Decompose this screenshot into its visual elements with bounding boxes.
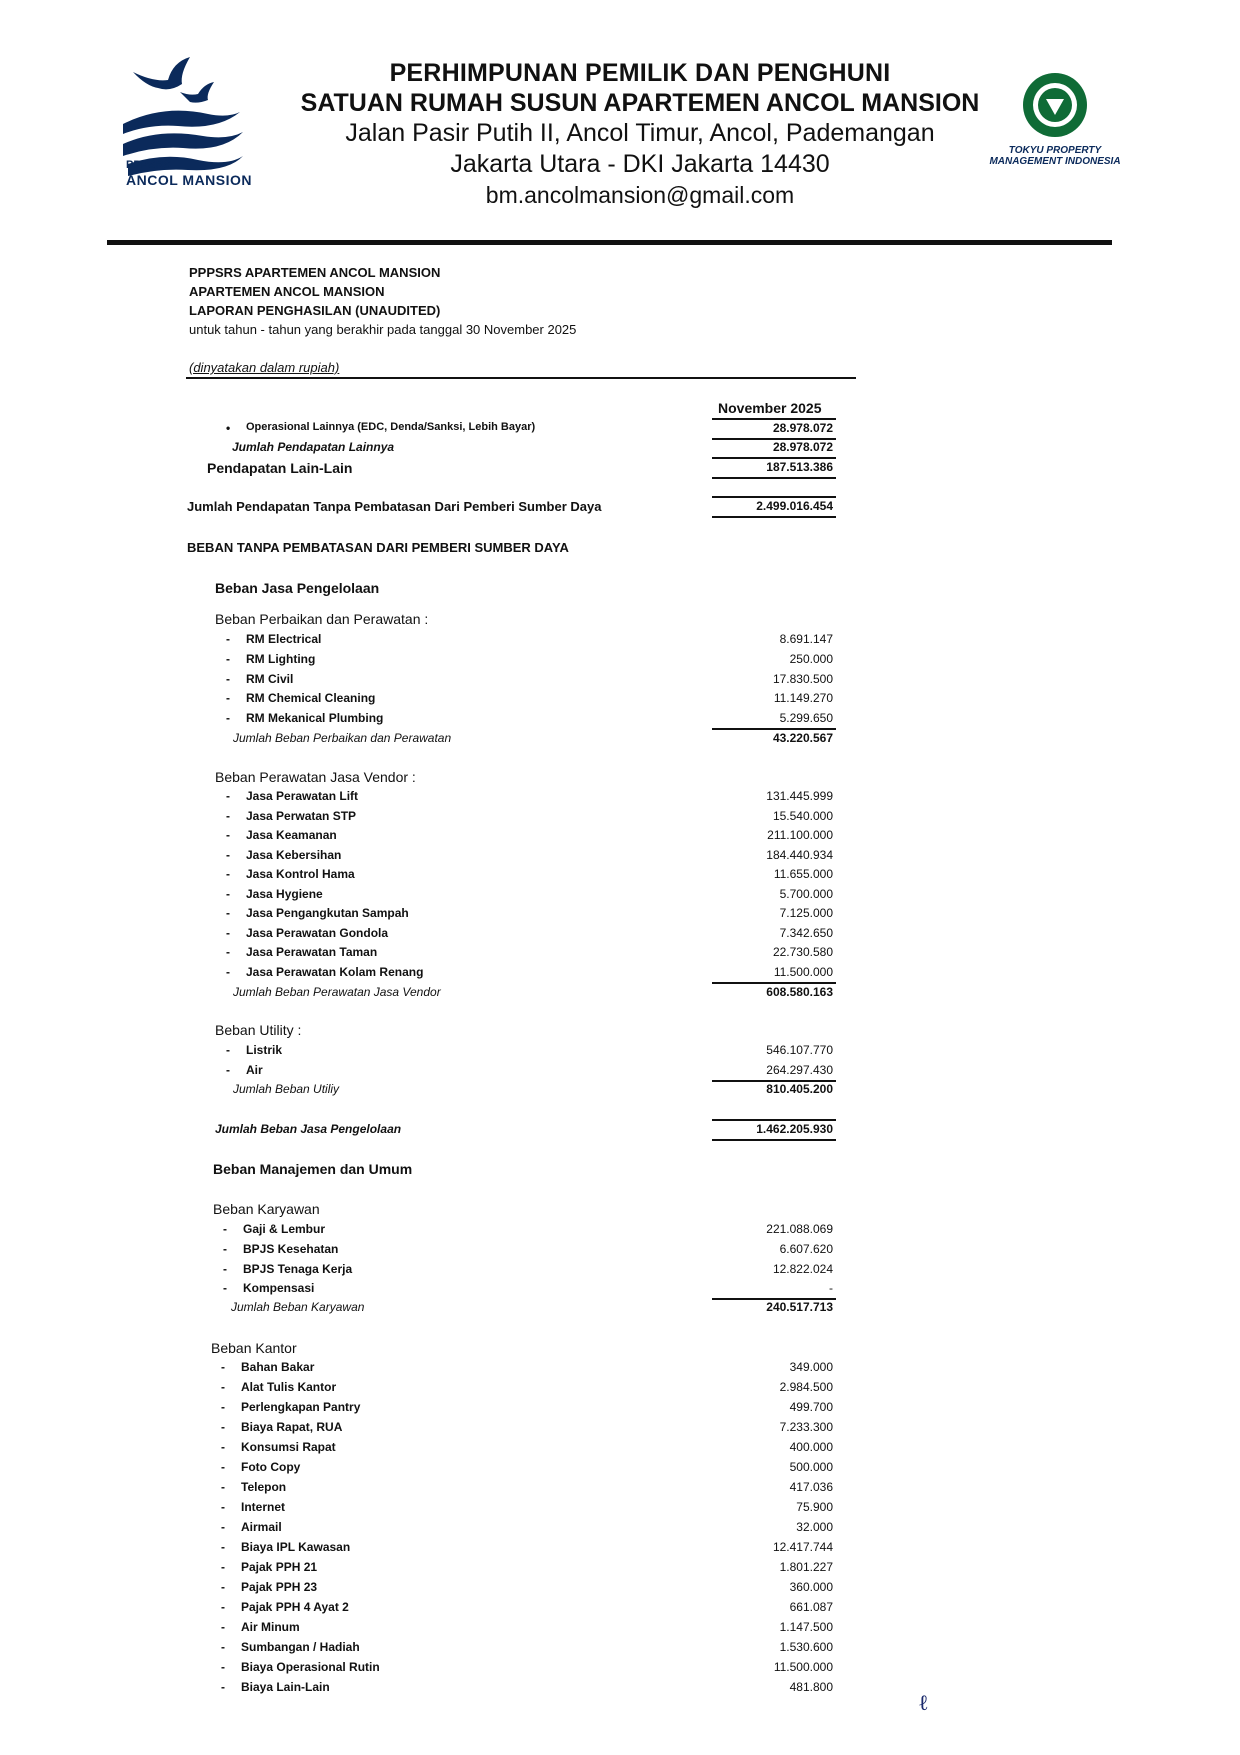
row-label: Jumlah Beban Jasa Pengelolaan (215, 1122, 402, 1136)
row-label: Telepon (241, 1480, 287, 1494)
statement-row (0, 1640, 1240, 1658)
value-underline (712, 728, 836, 730)
row-label: Alat Tulis Kantor (241, 1380, 337, 1394)
statement-row (0, 1043, 1240, 1061)
row-label: RM Civil (246, 672, 294, 686)
row-value: 43.220.567 (772, 731, 833, 745)
unit-underline (186, 377, 856, 379)
statement-row (0, 1520, 1240, 1538)
row-label: Operasional Lainnya (EDC, Denda/Sanksi, Lebih Bayar) (246, 421, 536, 433)
row-value: 7.233.300 (779, 1420, 833, 1434)
row-label: Jumlah Pendapatan Lainnya (232, 440, 395, 454)
value-underline (712, 457, 836, 459)
statement-row (0, 985, 1240, 1003)
row-value: 15.540.000 (772, 809, 833, 823)
row-label: RM Mekanical Plumbing (246, 711, 384, 725)
row-value: 11.500.000 (773, 965, 833, 979)
report-period: untuk tahun - tahun yang berakhir pada tanggal 30 November 2025 (189, 322, 577, 337)
statement-row (0, 1680, 1240, 1698)
letterhead-address1: Jalan Pasir Putih II, Ancol Timur, Ancol, Pademangan (345, 119, 935, 147)
row-label: Jumlah Beban Karyawan (231, 1300, 365, 1314)
row-label: Jasa Perawatan Lift (246, 789, 359, 803)
tokyu-emblem-icon (1020, 70, 1090, 140)
bullet-marker: - (226, 965, 230, 979)
statement-row (0, 1500, 1240, 1518)
value-overline (712, 1119, 836, 1121)
row-value: 1.462.205.930 (756, 1122, 833, 1136)
statement-row (0, 926, 1240, 944)
bullet-marker: - (221, 1660, 225, 1674)
bullet-marker: - (221, 1680, 225, 1694)
row-value: 499.700 (789, 1400, 833, 1414)
statement-row (0, 1360, 1240, 1378)
statement-row (0, 1063, 1240, 1081)
row-label: RM Chemical Cleaning (246, 691, 376, 705)
row-label: Biaya IPL Kawasan (241, 1540, 351, 1554)
bullet-marker: - (226, 711, 230, 725)
tokyu-text1: TOKYU PROPERTY (1008, 145, 1102, 156)
row-value: 481.800 (789, 1680, 833, 1694)
statement-row (0, 887, 1240, 905)
row-value: 17.830.500 (772, 672, 833, 686)
row-label: Konsumsi Rapat (241, 1440, 336, 1454)
statement-row (0, 1201, 1240, 1219)
value-underline (712, 516, 836, 518)
statement-row (0, 540, 1240, 558)
row-value: 661.087 (789, 1600, 833, 1614)
statement-row (0, 499, 1240, 517)
statement-row (0, 1420, 1240, 1438)
row-label: Beban Perbaikan dan Perawatan : (215, 611, 429, 627)
row-value: 5.299.650 (779, 711, 833, 725)
row-label: Jasa Hygiene (246, 887, 323, 901)
column-header: November 2025 (718, 400, 822, 416)
bullet-marker: - (221, 1380, 225, 1394)
row-value: 1.801.227 (779, 1560, 833, 1574)
report-org: PPPSRS APARTEMEN ANCOL MANSION (189, 265, 441, 280)
row-value: 22.730.580 (772, 945, 833, 959)
statement-row (0, 421, 1240, 439)
row-label: Air Minum (241, 1620, 300, 1634)
row-value: 7.342.650 (779, 926, 833, 940)
bullet-marker: - (226, 789, 230, 803)
letterhead-email: bm.ancolmansion@gmail.com (485, 182, 795, 208)
statement-row (0, 1440, 1240, 1458)
statement-row (0, 848, 1240, 866)
letterhead-line1: PERHIMPUNAN PEMILIK DAN PENGHUNI (389, 59, 891, 87)
statement-row (0, 632, 1240, 650)
row-label: Pajak PPH 21 (241, 1560, 318, 1574)
row-label: Pajak PPH 23 (241, 1580, 318, 1594)
row-label: Gaji & Lembur (243, 1222, 326, 1236)
bullet-marker: - (221, 1420, 225, 1434)
statement-row (0, 1262, 1240, 1280)
bullet-marker: - (221, 1560, 225, 1574)
row-label: Jasa Perawatan Kolam Renang (246, 965, 424, 979)
bullet-marker: - (226, 1063, 230, 1077)
bullet-marker: - (221, 1440, 225, 1454)
row-value: 2.499.016.454 (756, 499, 833, 513)
bullet-marker: - (223, 1281, 227, 1295)
value-underline (712, 1139, 836, 1141)
row-value: 187.513.386 (766, 460, 833, 474)
tokyu-text2: MANAGEMENT INDONESIA (989, 156, 1121, 167)
row-value: 211.100.000 (767, 828, 833, 842)
bullet-marker: - (221, 1360, 225, 1374)
row-label: BPJS Kesehatan (243, 1242, 339, 1256)
row-label: Bahan Bakar (241, 1360, 315, 1374)
row-value: 360.000 (789, 1580, 833, 1594)
row-label: Listrik (246, 1043, 283, 1057)
statement-row (0, 1560, 1240, 1578)
row-value: 11.655.000 (773, 867, 833, 881)
row-label: BPJS Tenaga Kerja (243, 1262, 353, 1276)
ancol-mansion-logo (118, 52, 258, 202)
bullet-marker: - (221, 1620, 225, 1634)
bullet-marker: - (226, 848, 230, 862)
statement-row (0, 711, 1240, 729)
row-label: Beban Jasa Pengelolaan (215, 580, 380, 596)
row-value: 5.700.000 (779, 887, 833, 901)
statement-row (0, 1022, 1240, 1040)
row-value: 250.000 (789, 652, 833, 666)
row-label: BEBAN TANPA PEMBATASAN DARI PEMBERI SUMBER DAYA (187, 540, 569, 555)
statement-row (0, 611, 1240, 629)
bullet-marker: • (226, 421, 231, 435)
statement-row (0, 1660, 1240, 1678)
bullet-marker: - (221, 1600, 225, 1614)
statement-row (0, 1380, 1240, 1398)
statement-row (0, 1620, 1240, 1638)
statement-row (0, 731, 1240, 749)
row-label: Biaya Operasional Rutin (241, 1660, 380, 1674)
row-value: 12.417.744 (772, 1540, 833, 1554)
letterhead (270, 58, 1010, 211)
row-value: 810.405.200 (766, 1082, 833, 1096)
row-value: 28.978.072 (772, 440, 833, 454)
row-label: Jumlah Beban Perawatan Jasa Vendor (233, 985, 441, 999)
logo-text-ancol: ANCOL MANSION (126, 172, 253, 188)
statement-row (0, 672, 1240, 690)
bullet-marker: - (226, 887, 230, 901)
statement-row (0, 691, 1240, 709)
row-label: Jumlah Pendapatan Tanpa Pembatasan Dari Pemberi Sumber Daya (187, 499, 602, 514)
row-value: 546.107.770 (766, 1043, 833, 1057)
statement-row (0, 440, 1240, 458)
row-label: Jasa Keamanan (246, 828, 337, 842)
row-label: Foto Copy (241, 1460, 301, 1474)
row-value: 221.088.069 (766, 1222, 833, 1236)
row-value: 1.530.600 (779, 1640, 833, 1654)
bullet-marker: - (226, 809, 230, 823)
bullet-marker: - (226, 632, 230, 646)
row-value: 1.147.500 (779, 1620, 833, 1634)
statement-row (0, 652, 1240, 670)
row-value: 11.500.000 (773, 1660, 833, 1674)
row-value: 11.149.270 (773, 691, 833, 705)
bullet-marker: - (221, 1480, 225, 1494)
bullet-marker: - (221, 1580, 225, 1594)
bullet-marker: - (221, 1540, 225, 1554)
statement-row (0, 460, 1240, 478)
row-label: Beban Karyawan (213, 1201, 320, 1217)
row-label: Jumlah Beban Utiliy (233, 1082, 340, 1096)
row-label: RM Lighting (246, 652, 316, 666)
statement-row (0, 906, 1240, 924)
statement-row (0, 1340, 1240, 1358)
report-title-block (189, 263, 576, 339)
statement-row (0, 1580, 1240, 1598)
row-value: 6.607.620 (779, 1242, 833, 1256)
bullet-marker: - (221, 1520, 225, 1534)
row-value: 12.822.024 (772, 1262, 833, 1276)
row-value: 7.125.000 (779, 906, 833, 920)
row-label: Jumlah Beban Perbaikan dan Perawatan (233, 731, 452, 745)
row-value: 8.691.147 (779, 632, 833, 646)
bullet-marker: - (226, 867, 230, 881)
row-value: 32.000 (796, 1520, 833, 1534)
column-header-rule (712, 418, 836, 420)
statement-row (0, 1300, 1240, 1318)
statement-row (0, 1480, 1240, 1498)
row-label: Jasa Kebersihan (246, 848, 342, 862)
row-label: Jasa Perawatan Gondola (246, 926, 389, 940)
header-rule (107, 240, 1112, 245)
bullet-marker: - (221, 1460, 225, 1474)
row-value: - (829, 1281, 833, 1295)
row-label: Pajak PPH 4 Ayat 2 (241, 1600, 349, 1614)
row-value: 184.440.934 (766, 848, 833, 862)
bullet-marker: - (223, 1262, 227, 1276)
row-label: Beban Kantor (211, 1340, 297, 1356)
bullet-marker: - (221, 1500, 225, 1514)
statement-row (0, 769, 1240, 787)
row-label: Beban Manajemen dan Umum (213, 1161, 413, 1177)
row-value: 28.978.072 (772, 421, 833, 435)
row-value: 400.000 (789, 1440, 833, 1454)
letterhead-address2: Jakarta Utara - DKI Jakarta 14430 (450, 150, 830, 178)
row-label: RM Electrical (246, 632, 322, 646)
row-label: Kompensasi (243, 1281, 315, 1295)
row-value: 131.445.999 (766, 789, 833, 803)
statement-row (0, 945, 1240, 963)
statement-row (0, 1600, 1240, 1618)
row-label: Sumbangan / Hadiah (241, 1640, 360, 1654)
row-value: 240.517.713 (766, 1300, 833, 1314)
row-value: 75.900 (796, 1500, 833, 1514)
logo-text-pppsrs: PPPSRS (126, 159, 171, 171)
row-label: Pendapatan Lain-Lain (207, 460, 353, 476)
report-title: LAPORAN PENGHASILAN (UNAUDITED) (189, 303, 441, 318)
row-value: 2.984.500 (779, 1380, 833, 1394)
unit-note: (dinyatakan dalam rupiah) (189, 360, 340, 375)
statement-row (0, 1460, 1240, 1478)
row-value: 500.000 (789, 1460, 833, 1474)
bullet-marker: - (226, 828, 230, 842)
statement-row (0, 1281, 1240, 1299)
statement-row (0, 1122, 1240, 1140)
row-label: Jasa Kontrol Hama (246, 867, 355, 881)
row-value: 264.297.430 (766, 1063, 833, 1077)
bullet-marker: - (226, 1043, 230, 1057)
statement-row (0, 1222, 1240, 1240)
row-label: Internet (241, 1500, 286, 1514)
row-label: Biaya Lain-Lain (241, 1680, 330, 1694)
bullet-marker: - (226, 926, 230, 940)
bullet-marker: - (226, 691, 230, 705)
statement-row (0, 1400, 1240, 1418)
statement-row (0, 580, 1240, 598)
bullet-marker: - (226, 945, 230, 959)
bullet-marker: - (221, 1400, 225, 1414)
row-label: Jasa Perawatan Taman (246, 945, 378, 959)
row-label: Jasa Pengangkutan Sampah (246, 906, 409, 920)
bullet-marker: - (226, 652, 230, 666)
bullet-marker: - (226, 672, 230, 686)
row-value: 608.580.163 (766, 985, 833, 999)
statement-row (0, 789, 1240, 807)
row-label: Airmail (241, 1520, 282, 1534)
row-value: 417.036 (789, 1480, 833, 1494)
statement-row (0, 1082, 1240, 1100)
bullet-marker: - (221, 1640, 225, 1654)
statement-row (0, 867, 1240, 885)
statement-row (0, 1242, 1240, 1260)
row-label: Air (246, 1063, 263, 1077)
row-label: Jasa Perwatan STP (246, 809, 357, 823)
statement-row (0, 965, 1240, 983)
row-label: Beban Perawatan Jasa Vendor : (215, 769, 416, 785)
value-underline (712, 982, 836, 984)
row-value: 349.000 (789, 1360, 833, 1374)
row-label: Biaya Rapat, RUA (241, 1420, 343, 1434)
letterhead-line2: SATUAN RUMAH SUSUN APARTEMEN ANCOL MANSION (300, 89, 980, 117)
statement-row (0, 1161, 1240, 1179)
bullet-marker: - (223, 1242, 227, 1256)
statement-row (0, 809, 1240, 827)
report-property: APARTEMEN ANCOL MANSION (189, 284, 385, 299)
bullet-marker: - (223, 1222, 227, 1236)
row-label: Perlengkapan Pantry (241, 1400, 361, 1414)
statement-row (0, 828, 1240, 846)
value-underline (712, 477, 836, 479)
statement-row (0, 1540, 1240, 1558)
tokyu-logo (975, 70, 1135, 180)
row-label: Beban Utility : (215, 1022, 302, 1038)
bullet-marker: - (226, 906, 230, 920)
handwritten-mark: ℓ (918, 1691, 929, 1716)
value-overline (712, 496, 836, 498)
